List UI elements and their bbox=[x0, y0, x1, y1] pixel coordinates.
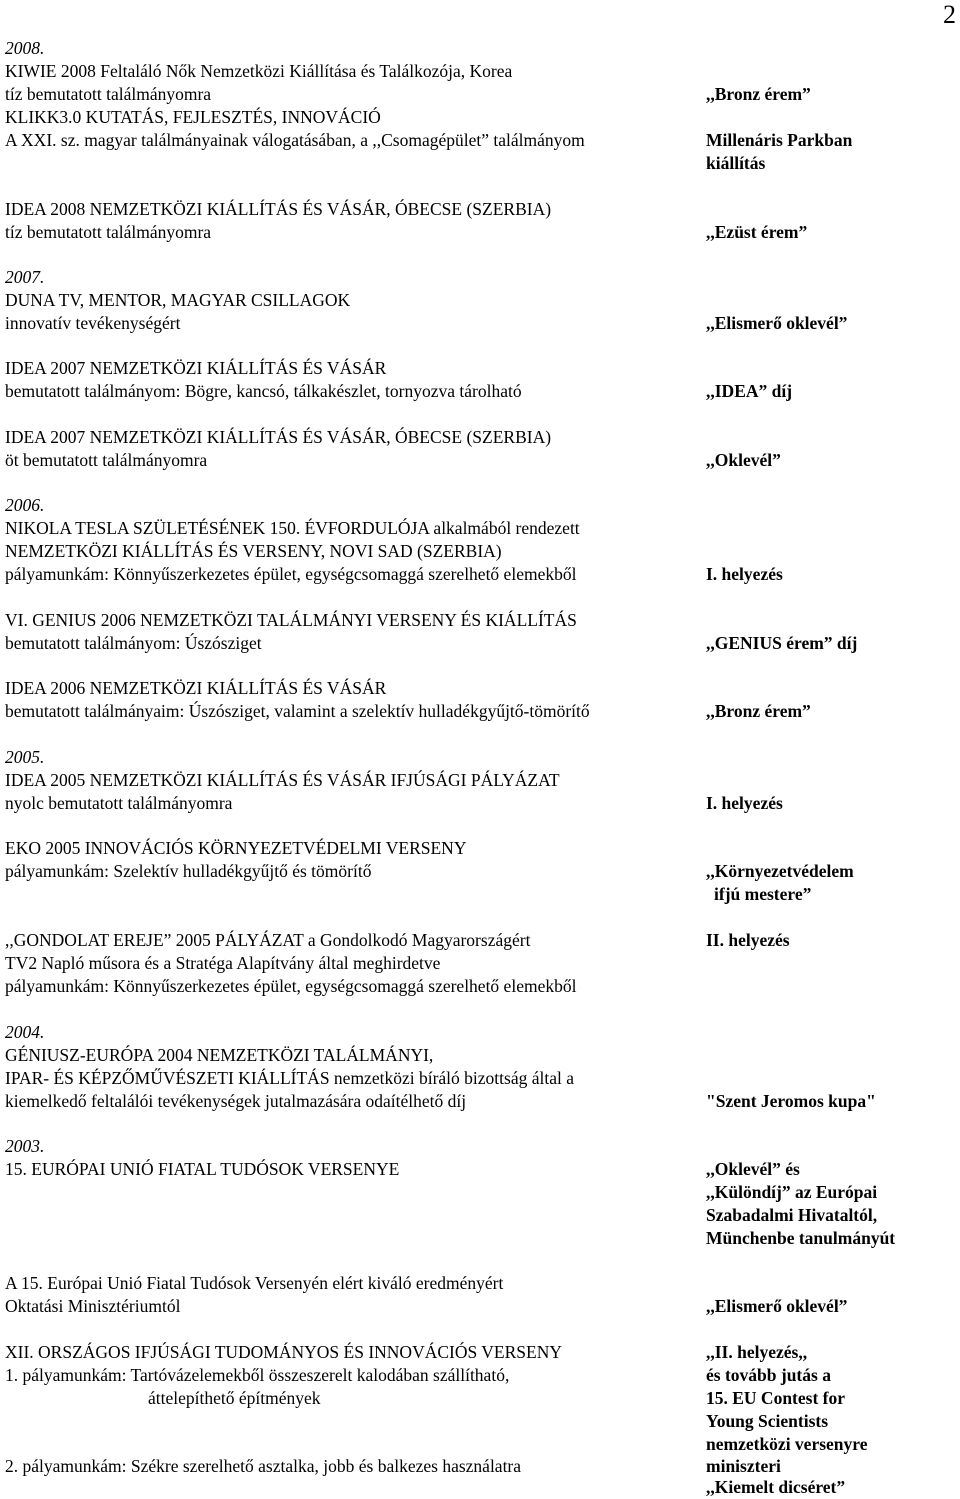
entry-line: bemutatott találmányaim: Úszósziget, valamint a szelektív hulladékgyűjtő-tömörítő bbox=[5, 701, 590, 721]
entry-line: ,,GONDOLAT EREJE” 2005 PÁLYÁZAT a Gondolkodó Magyarországért bbox=[5, 930, 531, 950]
entry-line: EKO 2005 INNOVÁCIÓS KÖRNYEZETVÉDELMI VERSENY bbox=[5, 838, 467, 858]
entry-line: VI. GENIUS 2006 NEMZETKÖZI TALÁLMÁNYI VERSENY ÉS KIÁLLÍTÁS bbox=[5, 610, 577, 630]
entry-line: innovatív tevékenységért bbox=[5, 313, 181, 333]
entry-line: 15. EURÓPAI UNIÓ FIATAL TUDÓSOK VERSENYE bbox=[5, 1159, 400, 1179]
entry-line: kiemelkedő feltalálói tevékenységek jutalmazására odaítélhető díj bbox=[5, 1091, 467, 1111]
award: ,,Bronz érem” bbox=[706, 84, 811, 104]
award: ,,II. helyezés,, bbox=[706, 1342, 808, 1362]
award: ,,Bronz érem” bbox=[706, 701, 811, 721]
entry-line: GÉNIUSZ-EURÓPA 2004 NEMZETKÖZI TALÁLMÁNYI, bbox=[5, 1045, 434, 1065]
entry-line: NIKOLA TESLA SZÜLETÉSÉNEK 150. ÉVFORDULÓJA alkalmából rendezett bbox=[5, 518, 580, 538]
award: ,,Elismerő oklevél” bbox=[706, 313, 848, 333]
year-2008: 2008. bbox=[5, 38, 45, 58]
award: Millenáris Parkban bbox=[706, 130, 853, 150]
year-2004: 2004. bbox=[5, 1022, 45, 1042]
year-2007: 2007. bbox=[5, 267, 45, 287]
entry-line: tíz bemutatott találmányomra bbox=[5, 84, 212, 104]
award: miniszteri bbox=[706, 1456, 781, 1476]
entry-line: Oktatási Minisztériumtól bbox=[5, 1296, 181, 1316]
award: és tovább jutás a bbox=[706, 1365, 831, 1385]
page-number: 2 bbox=[943, 0, 956, 29]
entry-line: öt bemutatott találmányomra bbox=[5, 450, 208, 470]
award: II. helyezés bbox=[706, 930, 790, 950]
award: Young Scientists bbox=[706, 1411, 829, 1431]
award: ,,Különdíj” az Európai bbox=[706, 1182, 878, 1202]
entry-line: TV2 Napló műsora és a Stratéga Alapítvány által meghirdetve bbox=[5, 953, 441, 973]
year-2006: 2006. bbox=[5, 495, 45, 515]
entry-line: 1. pályamunkám: Tartóvázelemekből összeszerelt kalodában szállítható, bbox=[5, 1365, 510, 1385]
entry-line: nyolc bemutatott találmányomra bbox=[5, 793, 233, 813]
entry-line: IDEA 2006 NEMZETKÖZI KIÁLLÍTÁS ÉS VÁSÁR bbox=[5, 678, 387, 698]
entry-line: IPAR- ÉS KÉPZŐMŰVÉSZETI KIÁLLÍTÁS nemzetközi bíráló bizottság által a bbox=[5, 1068, 574, 1088]
award: ifjú mestere” bbox=[714, 884, 812, 904]
award: ,,IDEA” díj bbox=[706, 381, 793, 401]
entry-line: DUNA TV, MENTOR, MAGYAR CSILLAGOK bbox=[5, 290, 351, 310]
entry-line: pályamunkám: Könnyűszerkezetes épület, egységcsomaggá szerelhető elemekből bbox=[5, 564, 577, 584]
entry-line: pályamunkám: Szelektív hulladékgyűjtő és tömörítő bbox=[5, 861, 372, 881]
award: I. helyezés bbox=[706, 793, 783, 813]
entry-line: tíz bemutatott találmányomra bbox=[5, 222, 212, 242]
entry-line: 2. pályamunkám: Székre szerelhető asztalka, jobb és balkezes használatra bbox=[5, 1456, 522, 1476]
entry-line: IDEA 2007 NEMZETKÖZI KIÁLLÍTÁS ÉS VÁSÁR, ÓBECSE (SZERBIA) bbox=[5, 427, 552, 447]
award: ,,Ezüst érem” bbox=[706, 222, 808, 242]
year-2003: 2003. bbox=[5, 1136, 45, 1156]
award: Szabadalmi Hivataltól, bbox=[706, 1205, 878, 1225]
award: Münchenbe tanulmányút bbox=[706, 1228, 896, 1248]
entry-line: IDEA 2005 NEMZETKÖZI KIÁLLÍTÁS ÉS VÁSÁR IFJÚSÁGI PÁLYÁZAT bbox=[5, 770, 560, 790]
entry-line: A 15. Európai Unió Fiatal Tudósok Versenyén elért kiváló eredményért bbox=[5, 1273, 504, 1293]
award: "Szent Jeromos kupa" bbox=[706, 1091, 876, 1111]
award: ,,Elismerő oklevél” bbox=[706, 1296, 848, 1316]
entry-line: IDEA 2007 NEMZETKÖZI KIÁLLÍTÁS ÉS VÁSÁR bbox=[5, 358, 387, 378]
year-2005: 2005. bbox=[5, 747, 45, 767]
award: ,,GENIUS érem” díj bbox=[706, 633, 858, 653]
entry-line: bemutatott találmányom: Úszósziget bbox=[5, 633, 262, 653]
award: nemzetközi versenyre bbox=[706, 1434, 868, 1454]
award: kiállítás bbox=[706, 153, 766, 173]
award: 15. EU Contest for bbox=[706, 1388, 846, 1408]
award: ,,Oklevél” bbox=[706, 450, 781, 470]
award: I. helyezés bbox=[706, 564, 783, 584]
entry-line: A XXI. sz. magyar találmányainak válogatásában, a ,,Csomagépület” találmányom bbox=[5, 130, 585, 150]
entry-line: NEMZETKÖZI KIÁLLÍTÁS ÉS VERSENY, NOVI SAD (SZERBIA) bbox=[5, 541, 502, 561]
award: ,,Környezetvédelem bbox=[706, 861, 854, 881]
entry-line: KIWIE 2008 Feltaláló Nők Nemzetközi Kiállítása és Találkozója, Korea bbox=[5, 61, 513, 81]
entry-line: IDEA 2008 NEMZETKÖZI KIÁLLÍTÁS ÉS VÁSÁR, ÓBECSE (SZERBIA) bbox=[5, 199, 552, 219]
award: ,,Oklevél” és bbox=[706, 1159, 800, 1179]
entry-line: KLIKK3.0 KUTATÁS, FEJLESZTÉS, INNOVÁCIÓ bbox=[5, 107, 381, 127]
award: ,,Kiemelt dicséret” bbox=[706, 1477, 846, 1497]
entry-line: áttelepíthető építmények bbox=[148, 1388, 321, 1408]
entry-line: pályamunkám: Könnyűszerkezetes épület, egységcsomaggá szerelhető elemekből bbox=[5, 976, 577, 996]
entry-line: XII. ORSZÁGOS IFJÚSÁGI TUDOMÁNYOS ÉS INNOVÁCIÓS VERSENY bbox=[5, 1342, 562, 1362]
entry-line: bemutatott találmányom: Bögre, kancsó, tálkakészlet, tornyozva tárolható bbox=[5, 381, 522, 401]
